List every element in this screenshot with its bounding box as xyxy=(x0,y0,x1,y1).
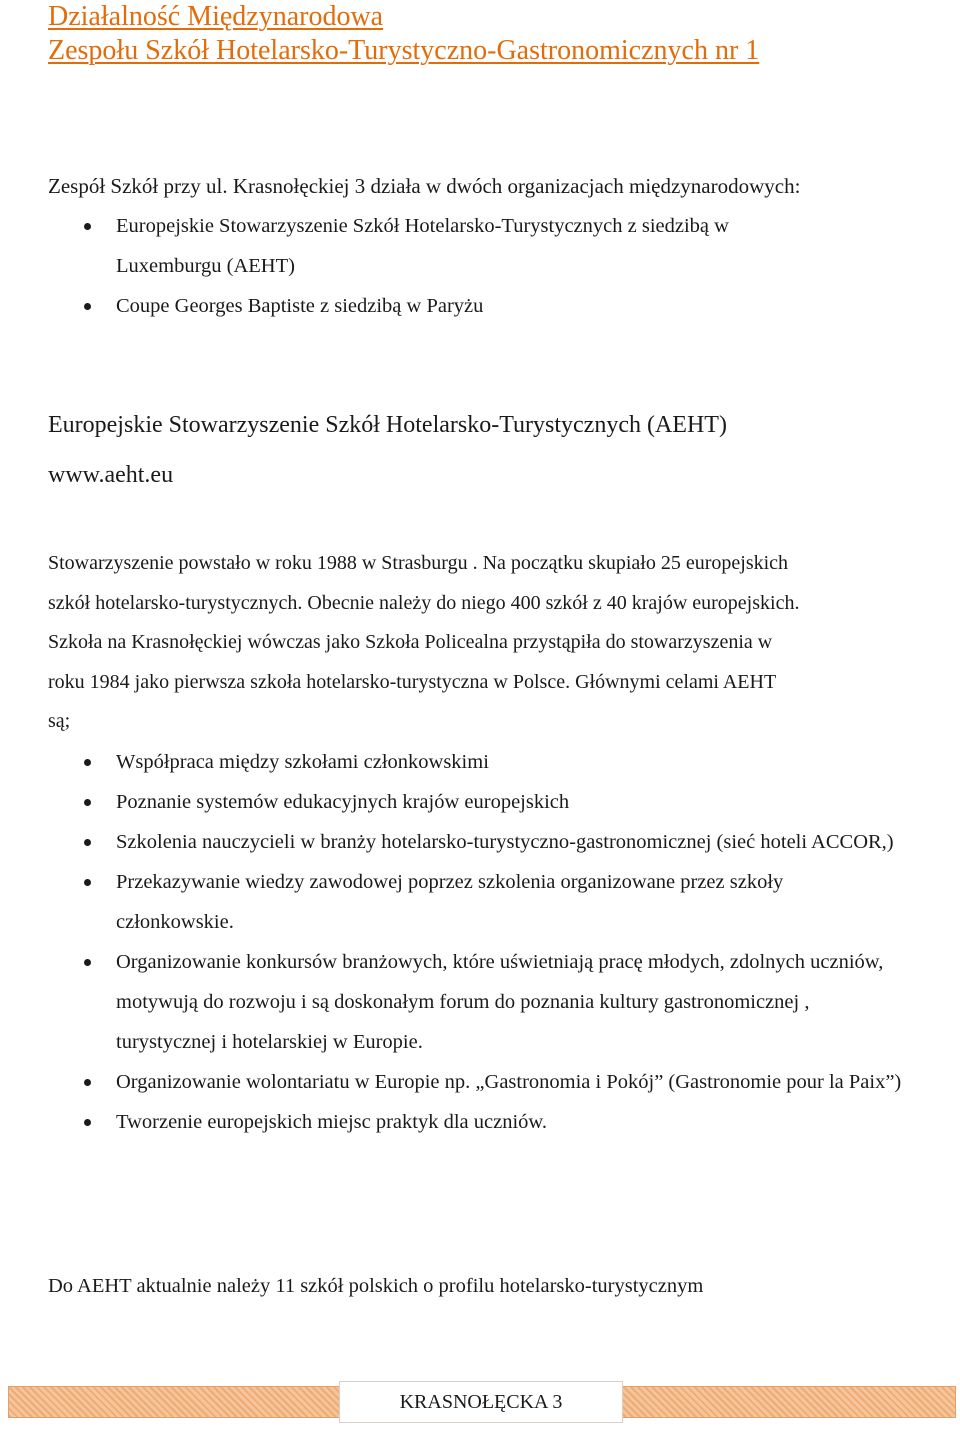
list-item-text: Coupe Georges Baptiste z siedzibą w Paryżu xyxy=(116,295,484,317)
list-item: Organizowanie wolontariatu w Europie np. „Gastronomia i Pokój” (Gastronomie pour la Paix”) xyxy=(84,1062,904,1102)
website-link[interactable]: www.aeht.eu xyxy=(48,462,174,488)
intro-paragraph: Zespół Szkół przy ul. Krasnołęckiej 3 działa w dwóch organizacjach międzynarodowych: xyxy=(48,174,801,198)
closing-paragraph: Do AEHT aktualnie należy 11 szkół polskich o profilu hotelarsko-turystycznym xyxy=(48,1275,704,1297)
footer-label: KRASNOŁĘCKA 3 xyxy=(339,1381,623,1423)
list-item: Organizowanie konkursów branżowych, które uświetniają pracę młodych, zdolnych uczniów, motywują do rozwoju i są doskonałym forum do poznania kultury gastronomicznej , turystycznej i hotelarskiej w Europie. xyxy=(84,942,904,1062)
list-item: Przekazywanie wiedzy zawodowej poprzez szkolenia organizowane przez szkoły członkowskie. xyxy=(84,862,904,942)
document-title-line2: Zespołu Szkół Hotelarsko-Turystyczno-Gastronomicznych nr 1 xyxy=(48,35,760,66)
list-item: Poznanie systemów edukacyjnych krajów europejskich xyxy=(84,782,904,822)
paragraph-line: szkół hotelarsko-turystycznych. Obecnie należy do niego 400 szkół z 40 krajów europejskich. xyxy=(48,591,800,614)
goals-list xyxy=(84,742,904,1142)
document-title-line1: Działalność Międzynarodowa xyxy=(48,1,384,32)
paragraph-line: roku 1984 jako pierwsza szkoła hotelarsko-turystyczna w Polsce. Głównymi celami AEHT xyxy=(48,670,777,693)
aeht-paragraph xyxy=(48,544,908,742)
list-item-text: Luxemburgu (AEHT) xyxy=(116,255,295,277)
paragraph-line: Stowarzyszenie powstało w roku 1988 w Strasburgu . Na początku skupiało 25 europejskich xyxy=(48,552,789,574)
list-item xyxy=(84,286,729,326)
list-item: Współpraca między szkołami członkowskimi xyxy=(84,742,904,782)
list-item xyxy=(84,206,729,286)
paragraph-line: Szkoła na Krasnołęckiej wówczas jako Szkoła Policealna przystąpiła do stowarzyszenia w xyxy=(48,631,773,653)
list-item-text: Europejskie Stowarzyszenie Szkół Hotelarsko-Turystycznych z siedzibą w xyxy=(116,215,729,237)
list-item: Tworzenie europejskich miejsc praktyk dla uczniów. xyxy=(84,1102,904,1142)
organizations-list xyxy=(84,206,729,326)
section-heading: Europejskie Stowarzyszenie Szkół Hotelarsko-Turystycznych (AEHT) xyxy=(48,412,727,438)
footer-banner xyxy=(8,1386,956,1418)
paragraph-line: są; xyxy=(48,710,71,732)
list-item: Szkolenia nauczycieli w branży hotelarsko-turystyczno-gastronomicznej (sieć hoteli ACCOR,) xyxy=(84,822,904,862)
